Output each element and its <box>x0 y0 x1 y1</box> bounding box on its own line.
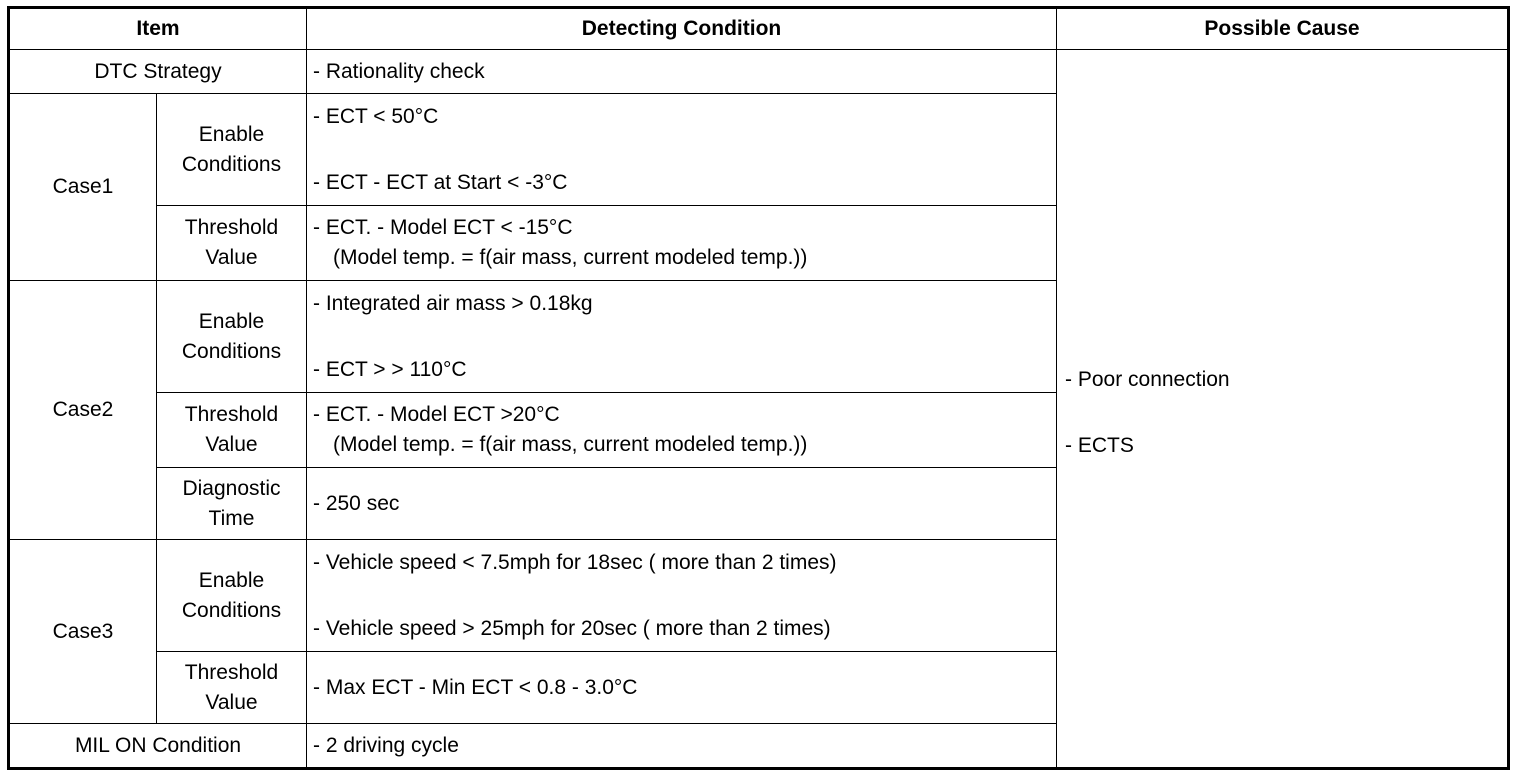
case1-enable-conditions <box>307 94 1057 206</box>
header-row <box>9 8 1509 50</box>
case3-threshold-value: - Max ECT - Min ECT < 0.8 - 3.0°C <box>307 652 1057 724</box>
possible-cause-cell <box>1057 50 1509 769</box>
case1-label: Case1 <box>9 94 157 281</box>
case2-diagnostic-value: - 250 sec <box>307 468 1057 540</box>
dtc-strategy-label: DTC Strategy <box>9 50 307 94</box>
mil-label: MIL ON Condition <box>9 724 307 769</box>
case2-diagnostic-label: Diagnostic Time <box>157 468 307 540</box>
condition-line: - Vehicle speed < 7.5mph for 18sec ( more than 2 times) <box>313 550 837 574</box>
condition-line: - Vehicle speed > 25mph for 20sec ( more than 2 times) <box>313 616 831 640</box>
condition-line: - ECT < 50°C <box>313 104 439 128</box>
case2-enable-label: Enable Conditions <box>157 281 307 393</box>
cause-item: - Poor connection <box>1065 367 1230 391</box>
condition-note: (Model temp. = f(air mass, current modeled temp.)) <box>333 433 808 456</box>
case3-threshold-label: Threshold Value <box>157 652 307 724</box>
case1-threshold-label: Threshold Value <box>157 206 307 281</box>
case2-label: Case2 <box>9 281 157 540</box>
dtc-strategy-row <box>9 50 1509 94</box>
case3-enable-conditions <box>307 540 1057 652</box>
condition-line: - ECT. - Model ECT < -15°C <box>313 216 573 239</box>
condition-note: (Model temp. = f(air mass, current modeled temp.)) <box>333 246 808 269</box>
header-possible-cause: Possible Cause <box>1057 8 1509 50</box>
condition-line: - ECT - ECT at Start < -3°C <box>313 170 568 194</box>
cause-item: - ECTS <box>1065 433 1134 457</box>
case3-enable-label: Enable Conditions <box>157 540 307 652</box>
case2-threshold-value <box>307 393 1057 468</box>
condition-line: - Integrated air mass > 0.18kg <box>313 291 593 315</box>
case3-label: Case3 <box>9 540 157 724</box>
dtc-table <box>7 6 1510 770</box>
dtc-strategy-condition: - Rationality check <box>307 50 1057 94</box>
mil-condition: - 2 driving cycle <box>307 724 1057 769</box>
condition-line: - ECT. - Model ECT >20°C <box>313 403 560 426</box>
condition-line: - ECT > > 110°C <box>313 357 467 381</box>
header-item: Item <box>9 8 307 50</box>
case2-enable-conditions <box>307 281 1057 393</box>
header-detecting-condition: Detecting Condition <box>307 8 1057 50</box>
case1-threshold-value <box>307 206 1057 281</box>
case2-threshold-label: Threshold Value <box>157 393 307 468</box>
case1-enable-label: Enable Conditions <box>157 94 307 206</box>
